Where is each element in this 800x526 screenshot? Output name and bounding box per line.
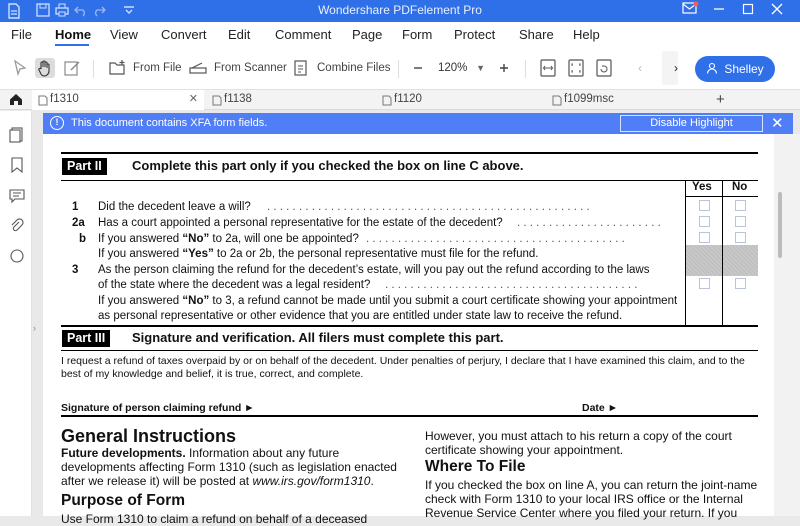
question-3-note-part: to 3, a refund cannot be made until you submit a court certificate showing your appointment [209, 295, 678, 307]
question-number: 3 [72, 264, 79, 276]
menu-file[interactable]: File [11, 27, 32, 42]
tab-f1099msc[interactable] [546, 90, 706, 110]
q3-yes-checkbox[interactable] [699, 278, 710, 289]
zoom-value: 120% [438, 62, 468, 74]
menu-home[interactable]: Home [55, 27, 92, 42]
question-1-text: Did the decedent leave a will? [98, 201, 251, 213]
search-icon[interactable] [9, 248, 25, 264]
rule [61, 180, 758, 181]
menu-share[interactable]: Share [519, 27, 554, 42]
future-developments-heading: Future developments. [61, 446, 186, 460]
document-page [43, 134, 774, 526]
close-banner-icon[interactable]: ✕ [771, 115, 784, 132]
question-2b-note-part: If you answered [98, 248, 183, 260]
add-tab-button[interactable]: + [716, 91, 725, 108]
user-account-button[interactable] [695, 56, 775, 82]
zoom-select[interactable] [434, 59, 489, 79]
date-label: Date ► [582, 402, 619, 414]
declaration-line1: I request a refund of taxes overpaid by or on behalf of the decedent. Under penalties of perjury, I declare that I have examined this claim, and to the [61, 355, 745, 367]
q2a-yes-checkbox[interactable] [699, 216, 710, 227]
user-icon [706, 62, 718, 74]
close-icon[interactable] [766, 1, 788, 21]
question-3-text-line2: of the state where the decedent was a legal resident? [98, 279, 371, 291]
future-developments-paragraph [61, 446, 406, 488]
toolbar [0, 46, 800, 90]
home-icon[interactable] [9, 93, 23, 109]
tab-label: f1138 [224, 93, 252, 105]
question-2b-text-part: If you answered [98, 233, 183, 245]
q1-no-checkbox[interactable] [735, 200, 746, 211]
menu-help[interactable]: Help [573, 27, 600, 42]
general-instructions-heading: General Instructions [61, 426, 237, 446]
hand-icon[interactable] [35, 58, 55, 78]
menu-protect[interactable]: Protect [454, 27, 496, 42]
scanner-icon[interactable] [188, 58, 208, 78]
paragraph-text: Information about any future [185, 446, 340, 460]
toolbar-divider [398, 60, 399, 78]
toolbar-divider [93, 60, 94, 78]
paragraph-text: check with Form 1310 to your local IRS office or the Internal [425, 492, 743, 506]
question-2a-text: Has a court appointed a personal representative for the estate of the decedent? [98, 217, 503, 229]
fit-width-icon[interactable] [538, 58, 558, 78]
disable-highlight-button[interactable]: Disable Highlight [620, 115, 763, 132]
document-icon [552, 95, 562, 106]
yes-column-header: Yes [692, 181, 712, 193]
menu-comment[interactable]: Comment [275, 27, 332, 42]
xfa-notice-banner [43, 113, 793, 134]
rule [61, 350, 758, 351]
document-icon [212, 95, 222, 106]
q3-no-checkbox[interactable] [735, 278, 746, 289]
attachment-icon[interactable] [9, 218, 25, 234]
no-column-header: No [732, 181, 748, 193]
select-icon[interactable] [10, 58, 30, 78]
paragraph-text: . [370, 474, 374, 488]
chevron-down-icon: ▼ [476, 63, 485, 73]
close-tab-icon[interactable]: ✕ [188, 93, 198, 105]
menu-edit[interactable]: Edit [228, 27, 251, 42]
comment-icon[interactable] [9, 188, 25, 204]
maximize-icon[interactable] [737, 1, 759, 21]
tab-label: f1120 [394, 93, 422, 105]
edit-icon[interactable] [62, 58, 82, 78]
toolbar-divider [525, 60, 526, 78]
paragraph-text: developments affecting Form 1310 (such as legislation enacted [61, 460, 397, 474]
leader-dots: . . . . . . . . . . . . . . . . . . . . . . . . . . . . . . . . . . . . . . . . . . . . . . . . . . . [267, 201, 590, 213]
tab-label: f1310 [50, 93, 79, 105]
question-3-note-line1 [98, 295, 677, 307]
part-iii-title: Signature and verification. All filers must complete this part. [132, 330, 504, 345]
zoom-in-icon[interactable] [494, 58, 514, 78]
info-icon: ! [50, 116, 64, 130]
question-number: 1 [72, 201, 79, 213]
document-icon [382, 95, 392, 106]
menu-form[interactable]: Form [402, 27, 433, 42]
combine-files-button[interactable]: Combine Files [317, 62, 391, 74]
where-to-file-heading: Where To File [425, 458, 526, 475]
menu-convert[interactable]: Convert [161, 27, 207, 42]
question-number: b [79, 233, 87, 245]
user-name: Shelley [724, 62, 764, 76]
leader-dots: . . . . . . . . . . . . . . . . . . . . . . . [517, 217, 661, 229]
leader-dots: . . . . . . . . . . . . . . . . . . . . . . . . . . . . . . . . . . . . . . . . . [366, 233, 625, 245]
attach-certificate-paragraph [425, 429, 770, 457]
bookmark-icon[interactable] [9, 157, 25, 173]
q2b-yes-checkbox[interactable] [699, 232, 710, 243]
left-sidebar [0, 111, 36, 516]
rule [61, 152, 758, 154]
scroll-left-icon[interactable]: ‹ [638, 61, 642, 75]
signature-label: Signature of person claiming refund ► [61, 402, 255, 414]
window-title: Wondershare PDFelement Pro [318, 3, 482, 17]
menu-bar [0, 22, 800, 46]
question-2b-emphasis: “No” [182, 233, 210, 245]
from-file-button[interactable]: From File [133, 62, 182, 74]
rotate-icon[interactable] [594, 58, 614, 78]
title-bar [0, 0, 800, 22]
part-iii-tag: Part III [62, 330, 110, 347]
pages-icon[interactable] [9, 127, 25, 143]
document-tab-bar [0, 90, 800, 110]
where-to-file-paragraph [425, 478, 770, 520]
tab-f1310[interactable] [32, 90, 204, 110]
paragraph-text: If you checked the box on line A, you can return the joint-name [425, 478, 758, 492]
shaded-cell [723, 245, 758, 276]
rule [61, 415, 758, 417]
purpose-of-form-heading: Purpose of Form [61, 492, 186, 509]
paragraph-text: Revenue Service Center where you filed your return. If you [425, 506, 738, 520]
question-2b-text-part: to 2a, will one be appointed? [209, 233, 359, 245]
tab-f1138[interactable] [206, 90, 374, 110]
scroll-right-icon[interactable]: › [674, 61, 678, 75]
part-ii-title: Complete this part only if you checked the box on line C above. [132, 158, 524, 173]
q2a-no-checkbox[interactable] [735, 216, 746, 227]
irs-link[interactable]: www.irs.gov/form1310 [252, 474, 371, 488]
question-3-note-part: If you answered [98, 295, 183, 307]
mail-icon[interactable] [679, 1, 701, 21]
scrollbar-thumb[interactable] [778, 192, 782, 258]
paragraph-text: after we release it) will be posted at [61, 474, 253, 488]
sidebar-expand-icon[interactable]: › [33, 323, 36, 333]
declaration-line2: best of my knowledge and belief, it is true, correct, and complete. [61, 368, 364, 380]
leader-dots: . . . . . . . . . . . . . . . . . . . . . . . . . . . . . . . . . . . . . . . . [385, 279, 638, 291]
question-2b-note [98, 248, 538, 260]
rule [61, 325, 758, 327]
purpose-paragraph: Use Form 1310 to claim a refund on behalf of a deceased [61, 512, 368, 526]
q1-yes-checkbox[interactable] [699, 200, 710, 211]
paragraph-text: certificate showing your appointment. [425, 443, 624, 457]
xfa-notice-text: This document contains XFA form fields. [71, 117, 268, 129]
question-2b-note-part: to 2a or 2b, the personal representative must file for the refund. [213, 248, 539, 260]
menu-page[interactable]: Page [352, 27, 383, 42]
tab-label: f1099msc [564, 93, 614, 105]
menu-view[interactable]: View [110, 27, 138, 42]
q2b-no-checkbox[interactable] [735, 232, 746, 243]
question-2b-note-emphasis: “Yes” [182, 248, 214, 260]
rule [685, 196, 758, 197]
part-ii-tag: Part II [62, 158, 107, 175]
vertical-scrollbar[interactable] [774, 134, 800, 516]
question-number: 2a [72, 217, 85, 229]
question-2b-text [98, 233, 359, 245]
question-3-text-line1: As the person claiming the refund for the decedent’s estate, will you pay out the refund according to the laws [98, 264, 650, 276]
combine-files-icon[interactable] [291, 58, 311, 78]
paragraph-text: However, you must attach to his return a copy of the court [425, 429, 732, 443]
shaded-cell [686, 245, 722, 276]
question-3-note-line2: as personal representative or other evidence that you are entitled under state law to receive the refund. [98, 310, 623, 322]
tab-f1120[interactable] [376, 90, 544, 110]
fit-page-icon[interactable] [566, 58, 586, 78]
minimize-icon[interactable] [708, 1, 730, 21]
zoom-out-icon[interactable] [408, 58, 428, 78]
document-icon [38, 95, 48, 106]
from-scanner-button[interactable]: From Scanner [214, 62, 287, 74]
question-3-note-emphasis: “No” [182, 295, 210, 307]
from-file-icon[interactable] [107, 58, 127, 78]
